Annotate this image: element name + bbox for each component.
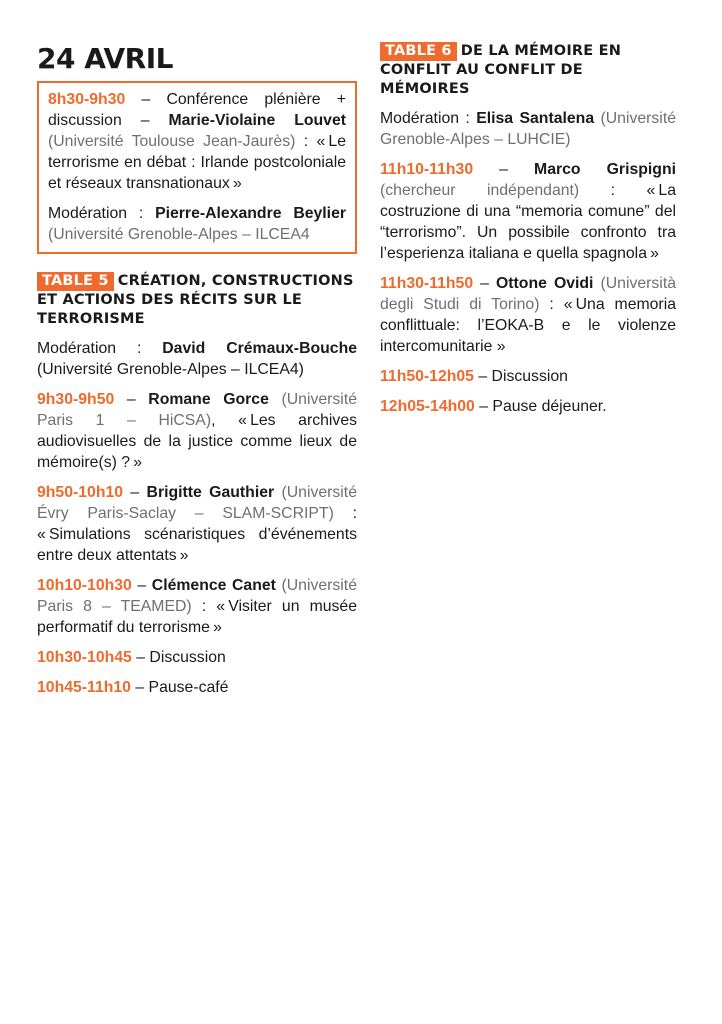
break-time: 10h45-11h10 [37, 679, 131, 696]
talk-time: 11h30-11h50 [380, 275, 474, 292]
day-heading: 24 AVRIL [37, 42, 173, 75]
table6-moderator-affiliation: (Université Grenoble-Alpes – LUHCIE) [380, 110, 676, 148]
talk-time: 10h10-10h30 [37, 577, 132, 594]
talk-title: : « Simulations scénaristiques d’événements entre deux attentats » [37, 505, 357, 564]
talk-title: : « Visiter un musée performatif du terrorisme » [37, 598, 358, 636]
talk-title: : « La costruzione di una “memoria comune” del “terrorismo”. Un possibile confronto tra l’esperienza italiana e quella spagnola » [380, 182, 676, 262]
talk-speaker: Marco Grispigni [534, 161, 676, 178]
talk-affiliation: (Università degli Studi di Torino) [380, 275, 676, 313]
break-label: – Discussion [131, 649, 226, 666]
break-entry [380, 366, 676, 387]
table5-badge: TABLE 5 [37, 272, 114, 291]
break-entry [37, 647, 357, 668]
talk-speaker: Ottone Ovidi [496, 275, 594, 292]
talk-separator: – [123, 484, 147, 501]
break-label: – Pause-café [130, 679, 229, 696]
table5-moderator: David Crémaux-Bouche [162, 340, 357, 357]
table5-moderation [37, 338, 357, 380]
talk-time: 9h30-9h50 [37, 391, 115, 408]
talk-entry [380, 159, 676, 264]
talk-entry [37, 575, 357, 638]
talk-separator: – [473, 161, 535, 178]
table6-title: DE LA MÉMOIRE EN CONFLIT AU CONFLIT DE MÉMOIRES [380, 43, 622, 97]
talk-separator: – [473, 275, 496, 292]
right-column [380, 42, 676, 417]
moderation-label: Modération : [37, 340, 163, 357]
talk-title: : « Una memoria conflittuale: l’EOKA-B e le violenze intercomunitarie » [380, 296, 676, 355]
plenary-moderation [48, 203, 346, 245]
table5-title: CRÉATION, CONSTRUCTIONS ET ACTIONS DES RÉCITS SUR LE TERRORISME [37, 273, 354, 327]
talk-speaker: Romane Gorce [148, 391, 269, 408]
talk-affiliation: (Université Paris 1 – HiCSA) [37, 391, 357, 429]
talk-entry [380, 273, 676, 357]
break-time: 11h50-12h05 [380, 368, 474, 385]
moderation-label: Modération : [48, 205, 156, 222]
talk-entry [37, 389, 357, 473]
plenary-description: – Conférence plénière + discussion – [48, 91, 346, 129]
plenary-entry [48, 89, 346, 194]
talk-time: 11h10-11h30 [380, 161, 474, 178]
plenary-affiliation: (Université Toulouse Jean-Jaurès) [48, 133, 296, 150]
talk-speaker: Clémence Canet [151, 577, 276, 594]
break-label: – Discussion [473, 368, 568, 385]
plenary-title: : « Le terrorisme en débat : Irlande postcoloniale et réseaux transnationaux » [48, 133, 346, 192]
plenary-moderator-affiliation: (Université Grenoble-Alpes – ILCEA4 [48, 226, 310, 243]
break-time: 12h05-14h00 [380, 398, 475, 415]
break-label: – Pause déjeuner. [474, 398, 607, 415]
talk-separator: – [131, 577, 152, 594]
plenary-time: 8h30-9h30 [48, 91, 126, 108]
table6-moderator: Elisa Santalena [476, 110, 595, 127]
table6-moderation [380, 108, 676, 150]
talk-title: , « Les archives audiovisuelles de la justice comme lieux de mémoire(s) ? » [37, 412, 357, 471]
break-entry [37, 677, 357, 698]
table5-heading [37, 272, 357, 329]
break-entry [380, 396, 676, 417]
table6-badge: TABLE 6 [380, 42, 457, 61]
talk-entry [37, 482, 357, 566]
break-time: 10h30-10h45 [37, 649, 132, 666]
talk-speaker: Brigitte Gauthier [146, 484, 275, 501]
left-column [37, 42, 357, 698]
talk-time: 9h50-10h10 [37, 484, 124, 501]
plenary-box [37, 81, 357, 254]
table5-moderator-affiliation: (Université Grenoble-Alpes – ILCEA4) [37, 361, 304, 378]
talk-affiliation: (Université Paris 8 – TEAMED) [37, 577, 357, 615]
talk-affiliation: (chercheur indépendant) [380, 182, 580, 199]
table6-heading [380, 42, 676, 99]
plenary-speaker: Marie-Violaine Louvet [168, 112, 346, 129]
moderation-label: Modération : [380, 110, 477, 127]
talk-affiliation: (Université Évry Paris-Saclay – SLAM-SCRIPT) [37, 484, 357, 522]
talk-separator: – [114, 391, 149, 408]
plenary-moderator: Pierre-Alexandre Beylier [155, 205, 347, 222]
